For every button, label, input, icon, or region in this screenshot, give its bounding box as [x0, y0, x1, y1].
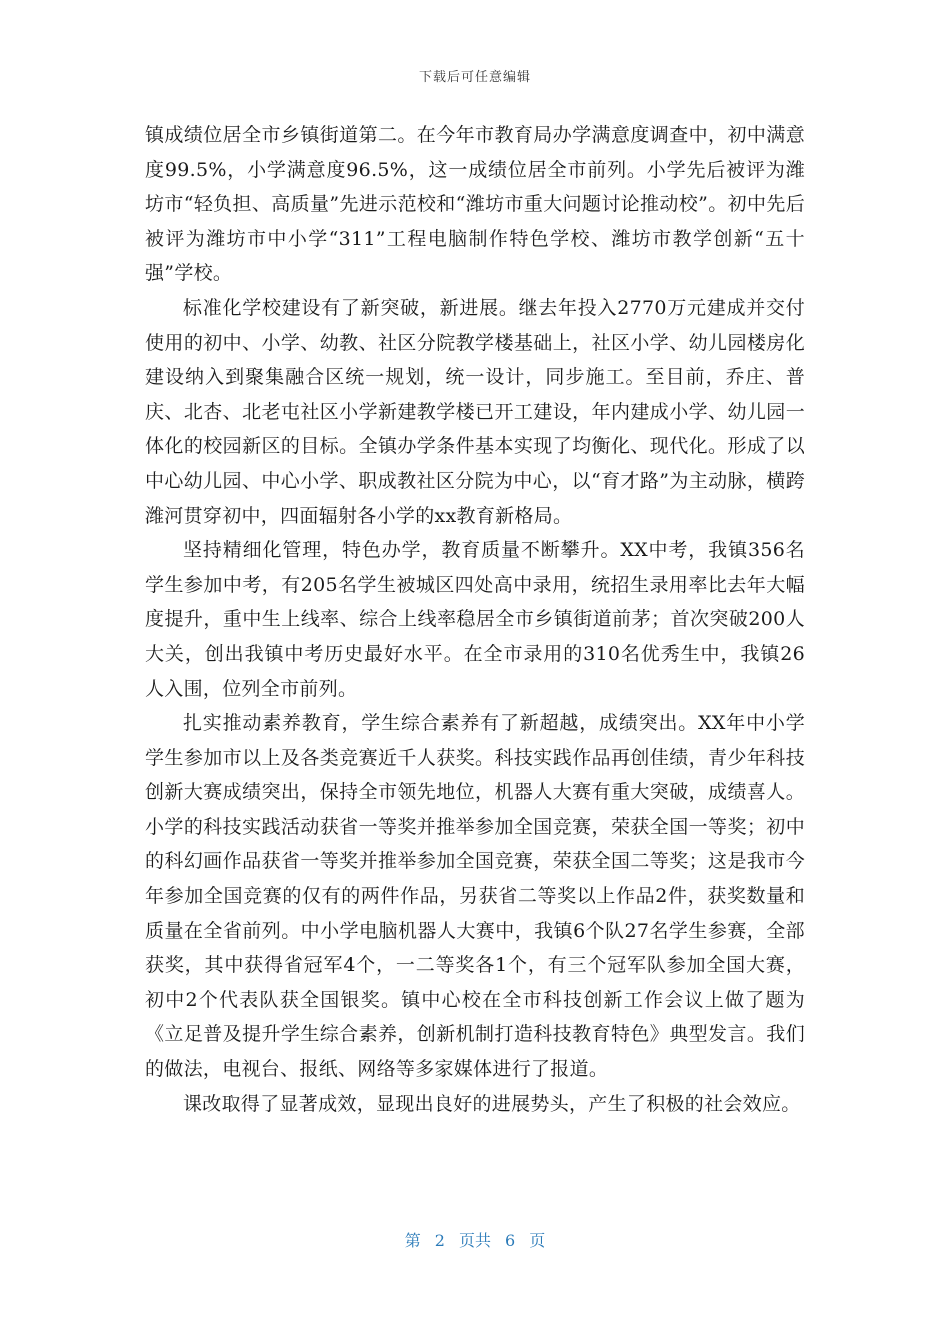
- footer-end-label: 页: [529, 1231, 546, 1250]
- footer-of-label: 页共: [458, 1231, 491, 1250]
- footer-page-label: 第: [404, 1231, 421, 1250]
- page-header: 下载后可任意编辑: [418, 70, 531, 85]
- paragraph-5: 课改取得了显著成效，显现出良好的进展势头，产生了积极的社会效应。: [183, 1092, 801, 1115]
- footer-current-page: 2: [434, 1231, 445, 1250]
- paragraph-1: 镇成绩位居全市乡镇街道第二。在今年市教育局办学满意度调查中，初中满意度99.5%，小学满意度96.5%，这一成绩位居全市前列。小学先后被评为潍坊市“轻负担、高质量”先进示范校和“潍坊市重大问题讨论推动校”。初中先后被评为潍坊市中小学“311”工程电脑制作特色学校、潍坊市教学创新“五十强”学校。: [145, 124, 805, 285]
- document-body: [145, 118, 805, 1121]
- paragraph-3: 坚持精细化管理，特色办学，教育质量不断攀升。XX中考，我镇356名学生参加中考，有205名学生被城区四处高中录用，统招生录用率比去年大幅度提升，重中生上线率、综合上线率稳居全市乡镇街道前茅；首次突破200人大关，创出我镇中考历史最好水平。在全市录用的310名优秀生中，我镇26人入围，位列全市前列。: [145, 539, 805, 700]
- paragraph-2: 标准化学校建设有了新突破，新进展。继去年投入2770万元建成并交付使用的初中、小学、幼教、社区分院教学楼基础上，社区小学、幼儿园楼房化建设纳入到聚集融合区统一规划，统一设计，同步施工。至目前，乔庄、普庆、北杏、北老屯社区小学新建教学楼已开工建设，年内建成小学、幼儿园一体化的校园新区的目标。全镇办学条件基本实现了均衡化、现代化。形成了以中心幼儿园、中心小学、职成教社区分院为中心，以“育才路”为主动脉，横跨潍河贯穿初中，四面辐射各小学的xx教育新格局。: [145, 296, 805, 527]
- page-footer: [0, 1228, 950, 1251]
- footer-total-pages: 6: [505, 1231, 516, 1250]
- paragraph-4: 扎实推动素养教育，学生综合素养有了新超越，成绩突出。XX年中小学学生参加市以上及各类竞赛近千人获奖。科技实践作品再创佳绩，青少年科技创新大赛成绩突出，保持全市领先地位，机器人大赛有重大突破，成绩喜人。小学的科技实践活动获省一等奖并推举参加全国竞赛，荣获全国一等奖；初中的科幻画作品获省一等奖并推举参加全国竞赛，荣获全国二等奖；这是我市今年参加全国竞赛的仅有的两件作品，另获省二等奖以上作品2件，获奖数量和质量在全省前列。中小学电脑机器人大赛中，我镇6个队27名学生参赛，全部获奖，其中获得省冠军4个，一二等奖各1个，有三个冠军队参加全国大赛，初中2个代表队获全国银奖。镇中心校在全市科技创新工作会议上做了题为《立足普及提升学生综合素养，创新机制打造科技教育特色》典型发言。我们的做法，电视台、报纸、网络等多家媒体进行了报道。: [145, 712, 805, 1081]
